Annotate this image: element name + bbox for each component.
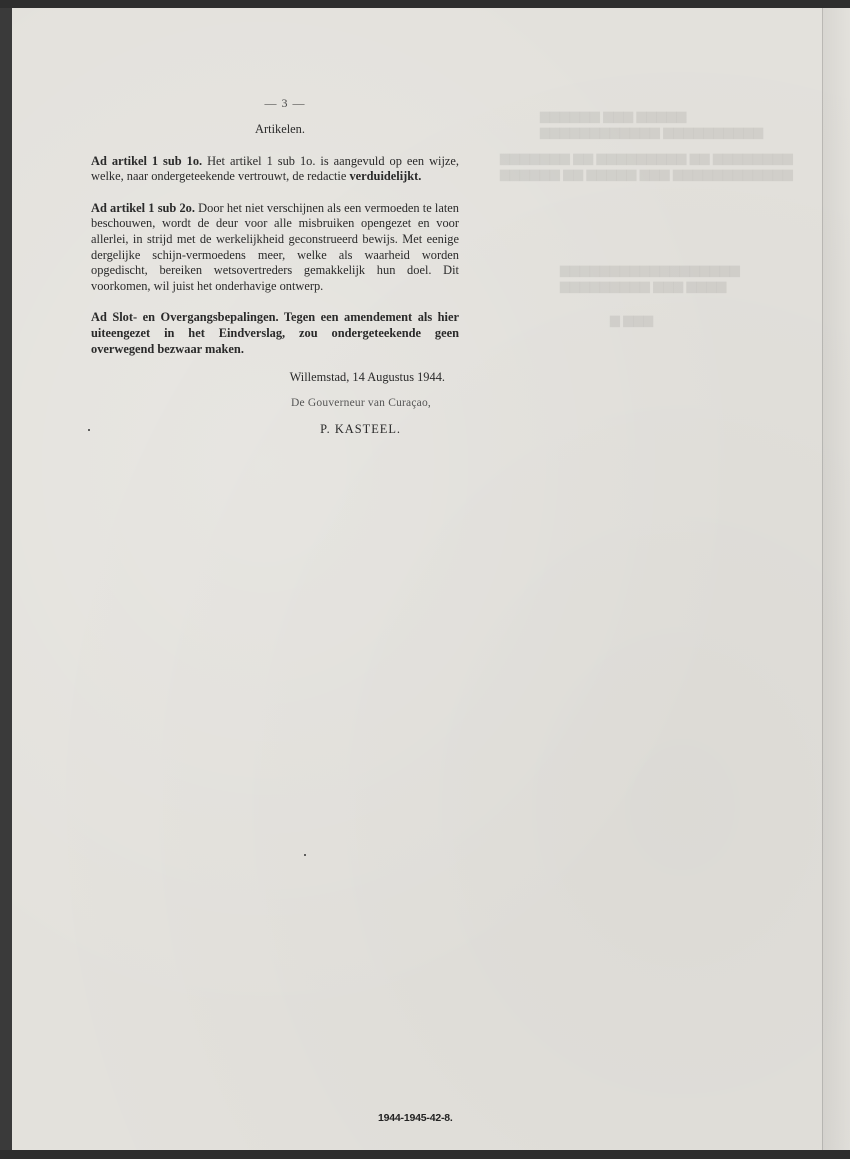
governor-title: De Gouverneur van Curaçao, xyxy=(291,397,431,410)
paragraph-lead: Ad Slot- en Overgangsbepalingen. xyxy=(91,310,279,325)
paragraph-slot-overgangsbepalingen xyxy=(91,310,459,357)
ink-speck xyxy=(304,854,306,856)
page-fold-shadow xyxy=(823,8,850,1150)
signatory-name: P. KASTEEL. xyxy=(320,422,401,437)
ink-speck xyxy=(88,429,90,431)
scan-frame-bottom xyxy=(0,1150,850,1159)
paragraph-artikel-1-sub-1 xyxy=(91,154,459,185)
place-and-date: Willemstad, 14 Augustus 1944. xyxy=(289,370,445,385)
paragraph-lead: Ad artikel 1 sub 2o. xyxy=(91,200,195,215)
paragraph-lead: Ad artikel 1 sub 1o. xyxy=(91,153,203,168)
section-heading: Artikelen. xyxy=(255,122,305,136)
scan-frame-top xyxy=(0,0,850,8)
bleed-through-mark: ▆▆▆▆▆▆▆▆▆▆ ▆▆▆▆▆▆▆▆▆▆▆▆ xyxy=(540,124,764,139)
signature-block xyxy=(91,370,459,438)
paragraph-artikel-1-sub-2 xyxy=(91,201,459,295)
document-body xyxy=(91,96,459,438)
bleed-through-mark: ▆▆▆▆▆ ▆▆▆ ▆▆▆▆▆▆ xyxy=(540,108,687,123)
paragraph-text: Tegen een amendement als hier uiteengezet in het Eindverslag, zou ondergeteekende geen overwegend bezwaar maken. xyxy=(91,310,460,356)
bleed-through-mark: ▆▆▆▆ ▆▆▆ ▆▆▆▆▆▆▆▆▆ xyxy=(560,278,727,293)
paragraph-tail: verduidelijkt. xyxy=(349,169,422,184)
bleed-through-mark: ▆▆▆▆▆▆▆▆▆▆▆▆ ▆▆▆ ▆▆▆▆▆ ▆▆ ▆▆▆▆▆▆ xyxy=(500,166,793,181)
footer-reference: 1944-1945-42-8. xyxy=(378,1112,453,1124)
paragraph-text: Het artikel 1 sub 1o. is aangevuld op een wijze, welke, naar ondergeteekende vertrouwt, de redactie xyxy=(91,153,459,184)
page-number: — 3 — xyxy=(264,96,306,110)
bleed-through-mark: ▆▆▆▆▆▆▆▆ ▆▆ ▆▆▆▆▆▆▆▆▆ ▆▆ ▆▆▆▆▆▆▆ xyxy=(500,150,793,165)
paragraph-text: Door het niet verschijnen als een vermoeden te laten beschouwen, wordt de deur voor alle misbruiken opengezet en voor allerlei, in strijd met de werkelijkheid geconstrueerd bewijs. Met eenige dergelijke schijn-vermoedens meer, welke als waarheid worden opgedischt, bereiken wetsovertreders gemakkelijk hun doel. Dit voorkomen, wil juist het onderhavige ontwerp. xyxy=(91,200,459,293)
bleed-through-mark: ▆▆▆ ▆ xyxy=(610,312,654,327)
bleed-through-mark: ▆▆▆▆▆▆▆▆▆▆▆▆▆▆▆▆▆▆ xyxy=(560,262,740,277)
